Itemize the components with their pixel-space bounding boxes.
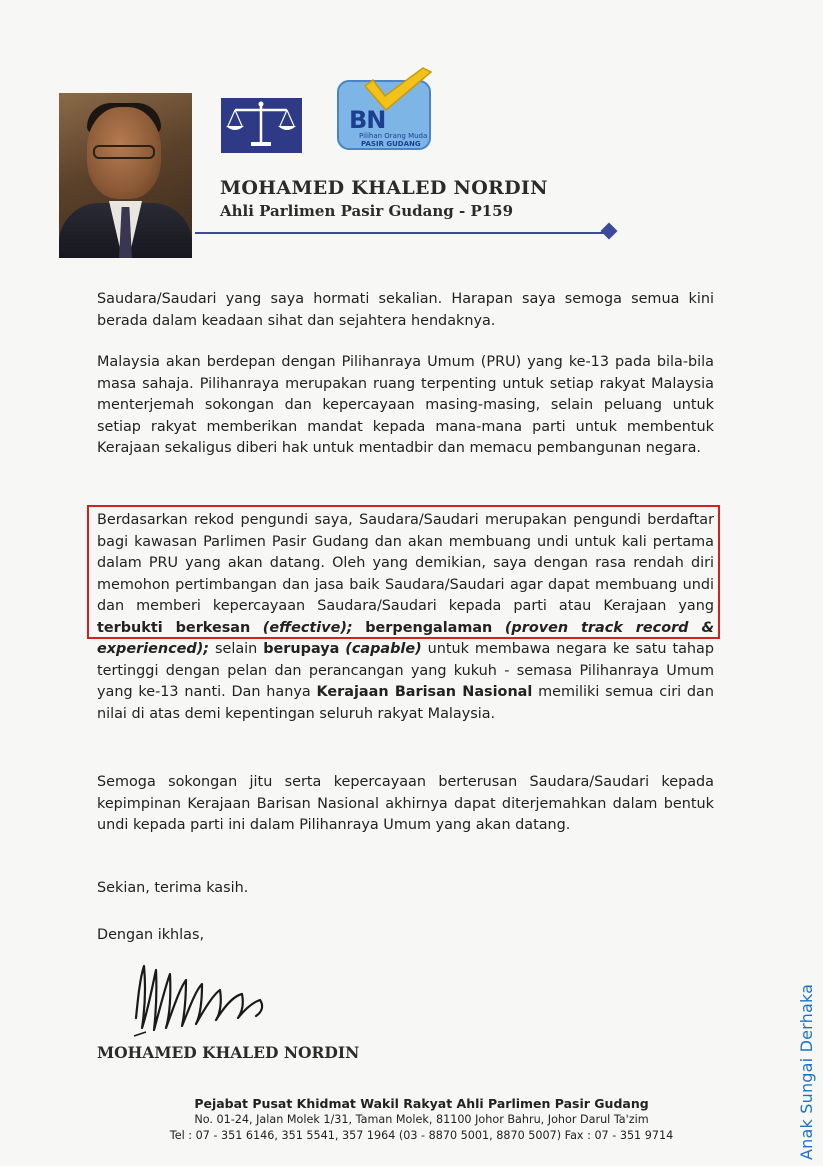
bn-logo-line1: Pilihan Orang Muda (359, 132, 428, 140)
footer-contact: Tel : 07 - 351 6146, 351 5541, 357 1964 (03 - 8870 5001, 8870 5007) Fax : 07 - 351 9714 (169, 1129, 674, 1142)
scales-of-justice-icon (221, 98, 302, 153)
header-subtitle: Ahli Parlimen Pasir Gudang - P159 (220, 202, 514, 220)
letter-paragraph-1: Saudara/Saudari yang saya hormati sekalian. Harapan saya semoga semua kini berada dalam keadaan sihat dan sejahtera hendaknya. (97, 291, 714, 329)
bn-logo (333, 66, 435, 154)
footer-address: No. 01-24, Jalan Molek 1/31, Taman Molek, 81100 Johor Bahru, Johor Darul Ta'zim (194, 1113, 649, 1126)
portrait-photo (59, 93, 192, 258)
highlight-box (87, 505, 720, 639)
emphasis-terbukti-berkesan: terbukti berkesan (97, 619, 251, 636)
bn-logo-text: BN (349, 106, 386, 134)
valediction: Dengan ikhlas, (97, 927, 205, 943)
handwritten-signature (126, 958, 276, 1047)
emphasis-kerajaan-bn: Kerajaan Barisan Nasional (316, 684, 533, 700)
divider-diamond (601, 223, 618, 240)
watermark-text: Anak Sungai Derhaka (797, 983, 816, 1160)
letter-paragraph-2: Malaysia akan berdepan dengan Pilihanraya Umum (PRU) yang ke-13 pada bila-bila masa sahaja. Pilihanraya merupakan ruang terpenting untuk setiap rakyat Malaysia menterjemah sokongan dan kepercayaan masing-masing, selain peluang untuk setiap rakyat memberikan mandat kepada mana-mana parti untuk membentuk Kerajaan sekaligus diberi hak untuk mentadbir dan memacu pembangunan negara. (97, 354, 714, 456)
signatory-name: MOHAMED KHALED NORDIN (97, 1043, 360, 1062)
header-name: MOHAMED KHALED NORDIN (220, 177, 548, 199)
closing-line: Sekian, terima kasih. (97, 880, 249, 896)
bn-logo-line2: PASIR GUDANG (361, 140, 421, 148)
header-divider (195, 232, 609, 234)
footer-office-name: Pejabat Pusat Khidmat Wakil Rakyat Ahli Parlimen Pasir Gudang (194, 1096, 649, 1111)
letter-paragraph-4: Semoga sokongan jitu serta kepercayaan berterusan Saudara/Saudari kepada kepimpinan Kerajaan Barisan Nasional akhirnya dapat diterjemahkan dalam bentuk undi kepada parti ini dalam Pilihanraya Umum yang akan datang. (97, 774, 714, 833)
letter-paragraph-3: Berdasarkan rekod pengundi saya, Saudara/Saudari merupakan pengundi berdaftar bagi kawasan Parlimen Pasir Gudang dan akan membuang undi untuk kali pertama dalam PRU yang akan datang. Oleh yang demikian, saya dengan rasa rendah diri memohon pertimbangan dan jasa baik Saudara/Saudari agar dapat membuang undi dan memberi kepercayaan Saudara/Saudari kepada parti atau Kerajaan yang terbukti berkesan (effective); berpengalaman (proven track record & experienced); selain berupaya (capable) untuk membawa negara ke satu tahap tertinggi dengan pelan dan perancangan yang kukuh - semasa Pilihanraya Umum yang ke-13 nanti. Dan hanya Kerajaan Barisan Nasional memiliki semua ciri dan nilai di atas demi kepentingan seluruh rakyat Malaysia. (97, 512, 714, 722)
